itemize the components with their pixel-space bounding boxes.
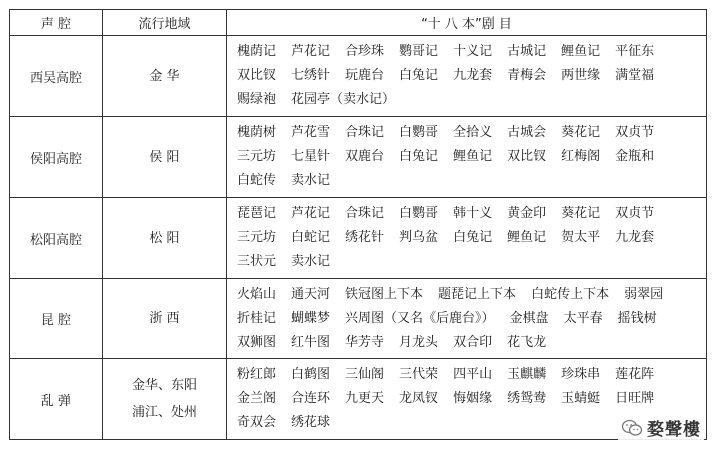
opera-title: 九更天 xyxy=(345,391,385,406)
table-row xyxy=(10,36,707,117)
title-line xyxy=(237,283,700,307)
opera-title: 红牛图 xyxy=(291,334,331,350)
opera-title: 鲤鱼记 xyxy=(453,149,493,164)
opera-title: 白兔记 xyxy=(399,149,439,164)
opera-title: 摇钱树 xyxy=(617,310,657,326)
opera-title: 弱翠园 xyxy=(624,286,664,302)
opera-title: 白鹤图 xyxy=(291,367,331,382)
title-line xyxy=(237,169,700,193)
opera-title: 奇双会 xyxy=(237,415,277,430)
opera-title: 判乌盆 xyxy=(399,230,439,245)
opera-title: 韩十义 xyxy=(453,206,493,221)
opera-title: 鲤鱼记 xyxy=(507,230,547,245)
title-line xyxy=(237,250,700,274)
table-row xyxy=(10,117,707,198)
opera-title: 白蛇传 xyxy=(237,173,277,188)
region-cell xyxy=(103,36,227,117)
opera-title: 赐绿袍 xyxy=(237,92,277,107)
opera-title: 鲤鱼记 xyxy=(561,44,601,59)
opera-title: 两世缘 xyxy=(561,68,601,83)
opera-title: 十义记 xyxy=(453,44,493,59)
opera-title: 九龙套 xyxy=(453,68,493,83)
opera-title: 双鹿台 xyxy=(345,149,385,164)
opera-title: 白蛇记 xyxy=(291,230,331,245)
opera-title: 金瓶和 xyxy=(615,149,655,164)
opera-title: 玉麒麟 xyxy=(507,367,547,382)
opera-title: 题琵记上下本 xyxy=(438,286,517,302)
voice-cell: 乱 弹 xyxy=(10,359,103,440)
region-label: 金 华 xyxy=(149,68,180,84)
voice-cell: 昆 腔 xyxy=(10,279,103,359)
opera-title: 合珍珠 xyxy=(345,44,385,59)
opera-title: 铁冠图上下本 xyxy=(345,286,424,302)
opera-repertoire-table xyxy=(9,9,707,440)
opera-title: 三代荣 xyxy=(399,367,439,382)
opera-title: 双贞节 xyxy=(615,206,655,221)
opera-title: 绣花针 xyxy=(345,230,385,245)
opera-title: 合珠记 xyxy=(345,206,385,221)
opera-title: 白蛇传上下本 xyxy=(531,286,610,302)
opera-title: 合珠记 xyxy=(345,125,385,140)
header-region: 流行地域 xyxy=(103,10,227,36)
title-line xyxy=(237,363,700,387)
opera-title: 琵琶记 xyxy=(237,206,277,221)
opera-title: 葵花记 xyxy=(561,125,601,140)
region-cell xyxy=(103,117,227,198)
opera-title: 三元坊 xyxy=(237,230,277,245)
opera-title: 满堂福 xyxy=(615,68,655,83)
opera-title: 绣鸳鸯 xyxy=(507,391,547,406)
opera-title: 古城记 xyxy=(507,44,547,59)
opera-title: 珍珠串 xyxy=(561,367,601,382)
titles-cell xyxy=(227,36,707,117)
titles-cell xyxy=(227,198,707,279)
opera-title: 白鹦哥 xyxy=(399,206,439,221)
opera-title: 三状元 xyxy=(237,254,277,269)
opera-title: 青梅会 xyxy=(507,68,547,83)
opera-title: 贺太平 xyxy=(561,230,601,245)
opera-title: 古城会 xyxy=(507,125,547,140)
opera-title: 鹦哥记 xyxy=(399,44,439,59)
opera-title: 火焰山 xyxy=(237,286,277,302)
voice-cell: 侯阳高腔 xyxy=(10,117,103,198)
opera-title: 七绣针 xyxy=(291,68,331,83)
opera-title: 卖水记 xyxy=(291,254,331,269)
opera-title: 白兔记 xyxy=(399,68,439,83)
region-cell xyxy=(103,198,227,279)
opera-title: 七星针 xyxy=(291,149,331,164)
region-cell xyxy=(103,279,227,359)
opera-title: 悔姻缘 xyxy=(453,391,493,406)
opera-title: 花飞龙 xyxy=(507,334,547,350)
opera-title: 三元坊 xyxy=(237,149,277,164)
table-row xyxy=(10,279,707,359)
opera-title: 合连环 xyxy=(291,391,331,406)
region-label: 浦江、处州 xyxy=(131,405,197,420)
title-line xyxy=(237,88,700,112)
opera-title: 双贞节 xyxy=(615,125,655,140)
table-row xyxy=(10,198,707,279)
opera-title: 粉红郎 xyxy=(237,367,277,382)
opera-title: 龙凤钗 xyxy=(399,391,439,406)
region-label: 浙 西 xyxy=(149,311,180,326)
table-row xyxy=(10,359,707,440)
region-label: 松 阳 xyxy=(149,230,180,246)
opera-title: 折桂记 xyxy=(237,310,277,326)
header-titles: “十 八 本”剧 目 xyxy=(227,10,707,36)
voice-cell: 松阳高腔 xyxy=(10,198,103,279)
opera-title: 芦花记 xyxy=(291,44,331,59)
region-cell xyxy=(103,359,227,440)
opera-title: 芦花雪 xyxy=(291,125,331,140)
opera-title: 白鹦哥 xyxy=(399,125,439,140)
title-line xyxy=(237,307,700,331)
opera-title: 太平春 xyxy=(563,310,603,326)
title-line xyxy=(237,202,700,226)
header-row xyxy=(10,10,707,36)
titles-cell xyxy=(227,117,707,198)
region-label: 金华、东阳 xyxy=(131,378,197,393)
opera-title: 莲花阵 xyxy=(615,367,655,382)
titles-cell xyxy=(227,279,707,359)
opera-title: 玉蜻蜓 xyxy=(561,391,601,406)
opera-title: 日旺牌 xyxy=(615,391,655,406)
watermark-text: 婺聲樓 xyxy=(647,420,701,440)
opera-title: 四平山 xyxy=(453,367,493,382)
opera-title: 绣花球 xyxy=(291,415,331,430)
opera-title: 黄金印 xyxy=(507,206,547,221)
opera-title: 金兰阁 xyxy=(237,391,277,406)
opera-title: 红梅阁 xyxy=(561,149,601,164)
opera-title: 蝴蝶梦 xyxy=(291,310,331,326)
voice-cell: 西吴高腔 xyxy=(10,36,103,117)
watermark xyxy=(618,413,704,442)
title-line xyxy=(237,145,700,169)
opera-title: 双比钗 xyxy=(507,149,547,164)
opera-title: 华芳寺 xyxy=(345,334,385,350)
region-label: 侯 阳 xyxy=(149,149,180,165)
opera-title: 葵花记 xyxy=(561,206,601,221)
opera-title: 槐荫记 xyxy=(237,44,277,59)
opera-title: 全拾义 xyxy=(453,125,493,140)
opera-title: 通天河 xyxy=(291,286,331,302)
opera-title: 槐荫树 xyxy=(237,125,277,140)
title-line xyxy=(237,226,700,250)
opera-title: 平征东 xyxy=(615,44,655,59)
opera-title: 兴周图（又名《后鹿台》） xyxy=(345,310,495,326)
title-line xyxy=(237,40,700,64)
title-line xyxy=(237,64,700,88)
title-line xyxy=(237,387,700,411)
opera-title: 双狮图 xyxy=(237,334,277,350)
wechat-icon xyxy=(621,419,643,437)
opera-title: 九龙套 xyxy=(615,230,655,245)
opera-title: 芦花记 xyxy=(291,206,331,221)
opera-title: 月龙头 xyxy=(399,334,439,350)
title-line xyxy=(237,331,700,355)
opera-title: 双比钗 xyxy=(237,68,277,83)
opera-title: 花园亭（卖水记） xyxy=(291,92,396,107)
opera-title: 三仙阁 xyxy=(345,367,385,382)
opera-title: 玩鹿台 xyxy=(345,68,385,83)
opera-title: 金棋盘 xyxy=(509,310,549,326)
opera-title: 白兔记 xyxy=(453,230,493,245)
header-voice: 声 腔 xyxy=(10,10,103,36)
opera-title: 双合印 xyxy=(453,334,493,350)
opera-title: 卖水记 xyxy=(291,173,331,188)
title-line xyxy=(237,121,700,145)
